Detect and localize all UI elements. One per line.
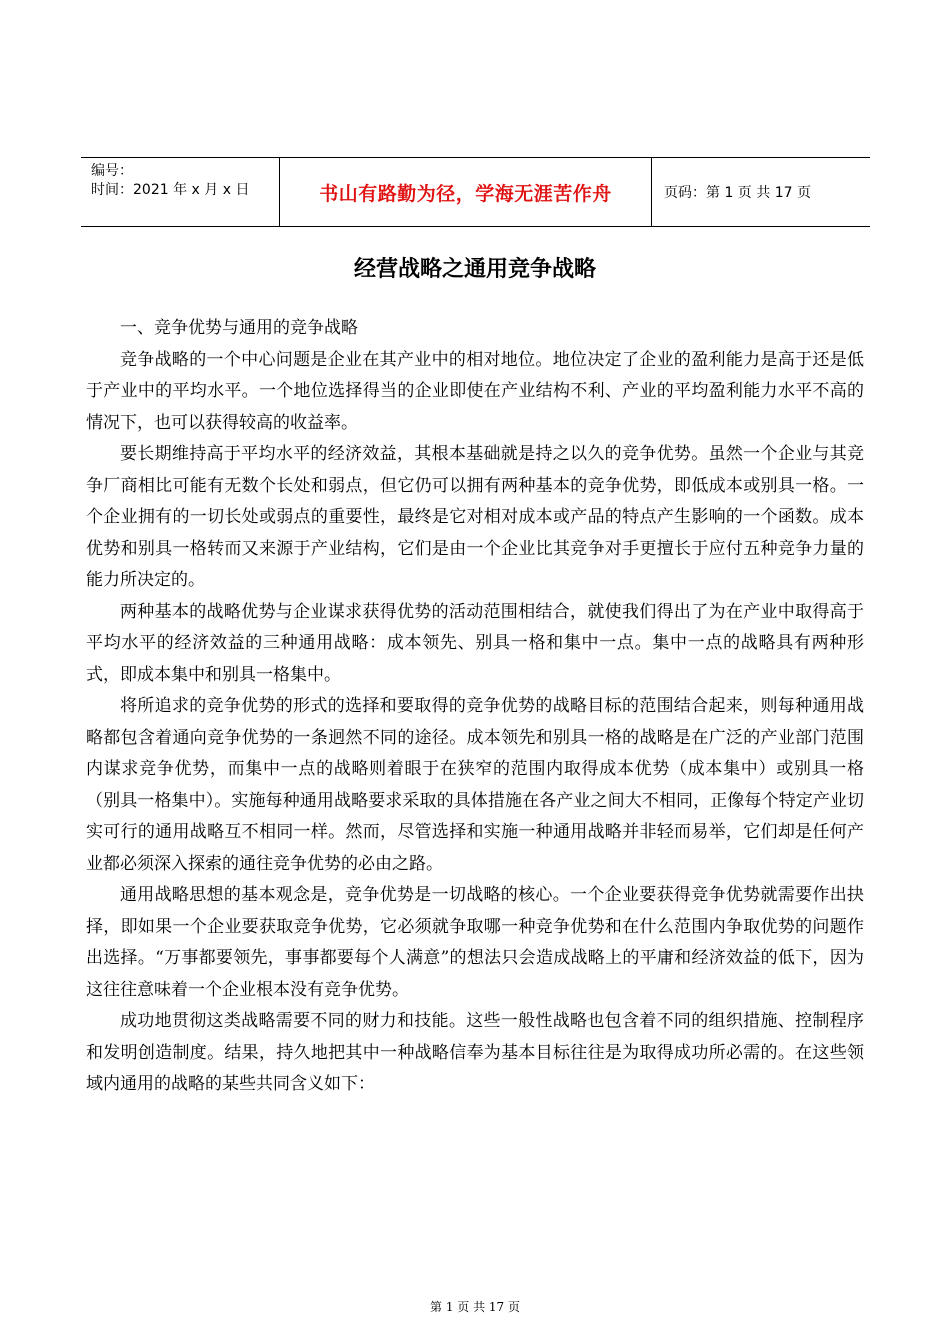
header-motto-cell [280, 158, 652, 226]
document-header-table [81, 157, 870, 227]
document-title: 经营战略之通用竞争战略 [353, 257, 596, 282]
paragraph: 竞争战略的一个中心问题是企业在其产业中的相对地位。地位决定了企业的盈利能力是高于还是低于产业中的平均水平。一个地位选择得当的企业即使在产业结构不利、产业的平均盈利能力水平不高的情况下，也可以获得较高的收益率。 [86, 349, 864, 433]
paragraph: 通用战略思想的基本观念是，竞争优势是一切战略的核心。一个企业要获得竞争优势就需要作出抉择，即如果一个企业要获取竞争优势，它必须就争取哪一种竞争优势和在什么范围内争取优势的问题作出选择。“万事都要领先，事事都要每个人满意”的想法只会造成战略上的平庸和经济效益的低下，因为这往往意味着一个企业根本没有竞争优势。 [86, 885, 864, 1000]
paragraph: 要长期维持高于平均水平的经济效益，其根本基础就是持之以久的竞争优势。虽然一个企业与其竞争厂商相比可能有无数个长处和弱点，但它仍可以拥有两种基本的竞争优势，即低成本或别具一格。一个企业拥有的一切长处或弱点的重要性，最终是它对相对成本或产品的特点产生影响的一个函数。成本优势和别具一格转而又来源于产业结构，它们是由一个企业比其竞争对手更擅长于应付五种竞争力量的能力所决定的。 [86, 444, 864, 590]
code-label: 编号： [91, 163, 133, 179]
header-meta-cell [81, 158, 280, 226]
page-footer: 第 1 页 共 17 页 [430, 1300, 520, 1314]
date-label: 时间：2021 年 x 月 x 日 [91, 182, 250, 198]
paragraph: 成功地贯彻这类战略需要不同的财力和技能。这些一般性战略也包含着不同的组织措施、控制程序和发明创造制度。结果，持久地把其中一种战略信奉为基本目标往往是为取得成功所必需的。在这些领域内通用的战略的某些共同含义如下： [86, 1011, 864, 1094]
page-info: 页码：第 1 页 共 17 页 [664, 185, 811, 201]
motto-text: 书山有路勤为径，学海无涯苦作舟 [319, 182, 612, 205]
header-page-cell [652, 158, 870, 226]
section-heading: 一、竞争优势与通用的竞争战略 [120, 318, 358, 338]
paragraph: 两种基本的战略优势与企业谋求获得优势的活动范围相结合，就使我们得出了为在产业中取得高于平均水平的经济效益的三种通用战略：成本领先、别具一格和集中一点。集中一点的战略具有两种形式，即成本集中和别具一格集中。 [86, 601, 864, 685]
paragraph: 将所追求的竞争优势的形式的选择和要取得的竞争优势的战略目标的范围结合起来，则每种通用战略都包含着通向竞争优势的一条迥然不同的途径。成本领先和别具一格的战略是在广泛的产业部门范围内谋求竞争优势，而集中一点的战略则着眼于在狭窄的范围内取得成本优势（成本集中）或别具一格（别具一格集中）。实施每种通用战略要求采取的具体措施在各产业之间大不相同，正像每个特定产业切实可行的通用战略互不相同一样。然而，尽管选择和实施一种通用战略并非轻而易举，它们却是任何产业都必须深入探索的通往竞争优势的必由之路。 [86, 696, 864, 874]
document-body [86, 313, 864, 1101]
